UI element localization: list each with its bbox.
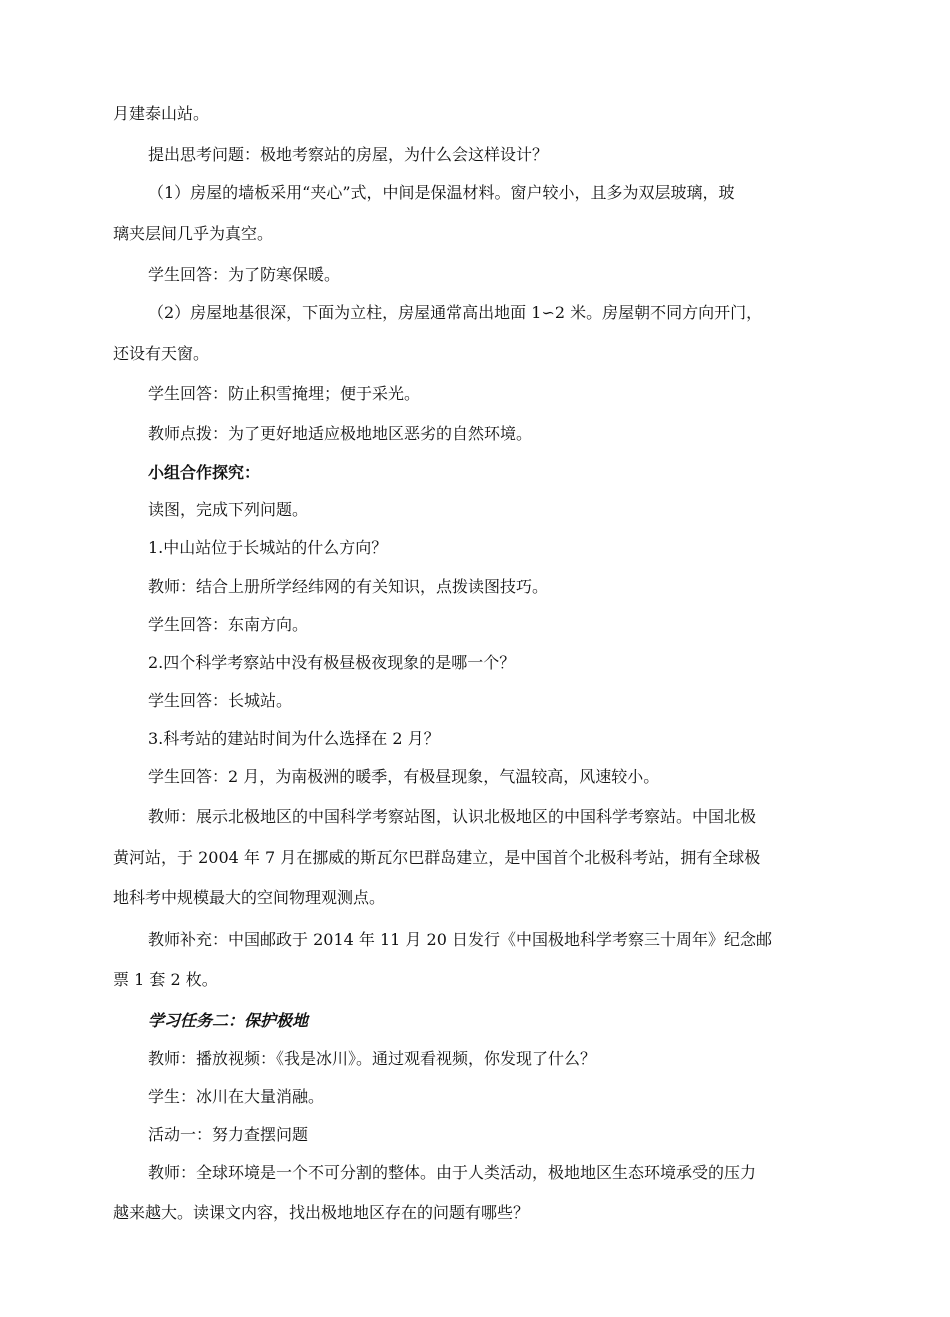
question-1: 1.中山站位于长城站的什么方向？ (148, 538, 388, 557)
paragraph-line: 教师：播放视频：《我是冰川》。通过观看视频，你发现了什么？ (148, 1049, 597, 1068)
activity-heading: 活动一：努力查摆问题 (148, 1125, 309, 1144)
paragraph-line: 读图，完成下列问题。 (148, 500, 309, 519)
paragraph-line: 教师点拨：为了更好地适应极地地区恶劣的自然环境。 (148, 424, 533, 443)
paragraph-line: 学生回答：东南方向。 (148, 615, 309, 634)
paragraph-line: 越来越大。读课文内容，找出极地地区存在的问题有哪些？ (113, 1203, 530, 1222)
paragraph-line: 还设有天窗。 (113, 344, 210, 363)
paragraph-line: 学生回答：长城站。 (148, 691, 293, 710)
paragraph-line: 地科考中规模最大的空间物理观测点。 (113, 888, 386, 907)
section-heading: 小组合作探究： (148, 463, 261, 482)
paragraph-line: 学生回答：防止积雪掩埋；便于采光。 (148, 384, 421, 403)
paragraph-line: 学生：冰川在大量消融。 (148, 1087, 325, 1106)
paragraph-line: （2）房屋地基很深，下面为立柱，房屋通常高出地面 1∽2 米。房屋朝不同方向开门， (148, 303, 763, 322)
paragraph-line: 教师：全球环境是一个不可分割的整体。由于人类活动，极地地区生态环境承受的压力 (148, 1163, 757, 1182)
paragraph-line: 票 1 套 2 枚。 (113, 970, 218, 989)
paragraph-line: 教师补充：中国邮政于 2014 年 11 月 20 日发行《中国极地科学考察三十周年》纪念邮 (148, 930, 772, 949)
paragraph-line: 教师：展示北极地区的中国科学考察站图，认识北极地区的中国科学考察站。中国北极 (148, 807, 757, 826)
question-2: 2.四个科学考察站中没有极昼极夜现象的是哪一个？ (148, 653, 516, 672)
paragraph-line: 月建泰山站。 (113, 104, 210, 123)
paragraph-line: 学生回答：2 月，为南极洲的暖季，有极昼现象，气温较高，风速较小。 (148, 767, 660, 786)
paragraph-line: 教师：结合上册所学经纬网的有关知识，点拨读图技巧。 (148, 577, 549, 596)
paragraph-line: （1）房屋的墙板采用“夹心”式，中间是保温材料。窗户较小，且多为双层玻璃，玻 (148, 183, 735, 202)
paragraph-line: 学生回答：为了防寒保暖。 (148, 265, 341, 284)
task-heading: 学习任务二：保护极地 (148, 1011, 309, 1030)
question-3: 3.科考站的建站时间为什么选择在 2 月？ (148, 729, 440, 748)
paragraph-line: 提出思考问题：极地考察站的房屋，为什么会这样设计？ (148, 145, 549, 164)
paragraph-line: 璃夹层间几乎为真空。 (113, 224, 274, 243)
paragraph-line: 黄河站，于 2004 年 7 月在挪威的斯瓦尔巴群岛建立，是中国首个北极科考站，拥有全球极 (113, 848, 761, 867)
